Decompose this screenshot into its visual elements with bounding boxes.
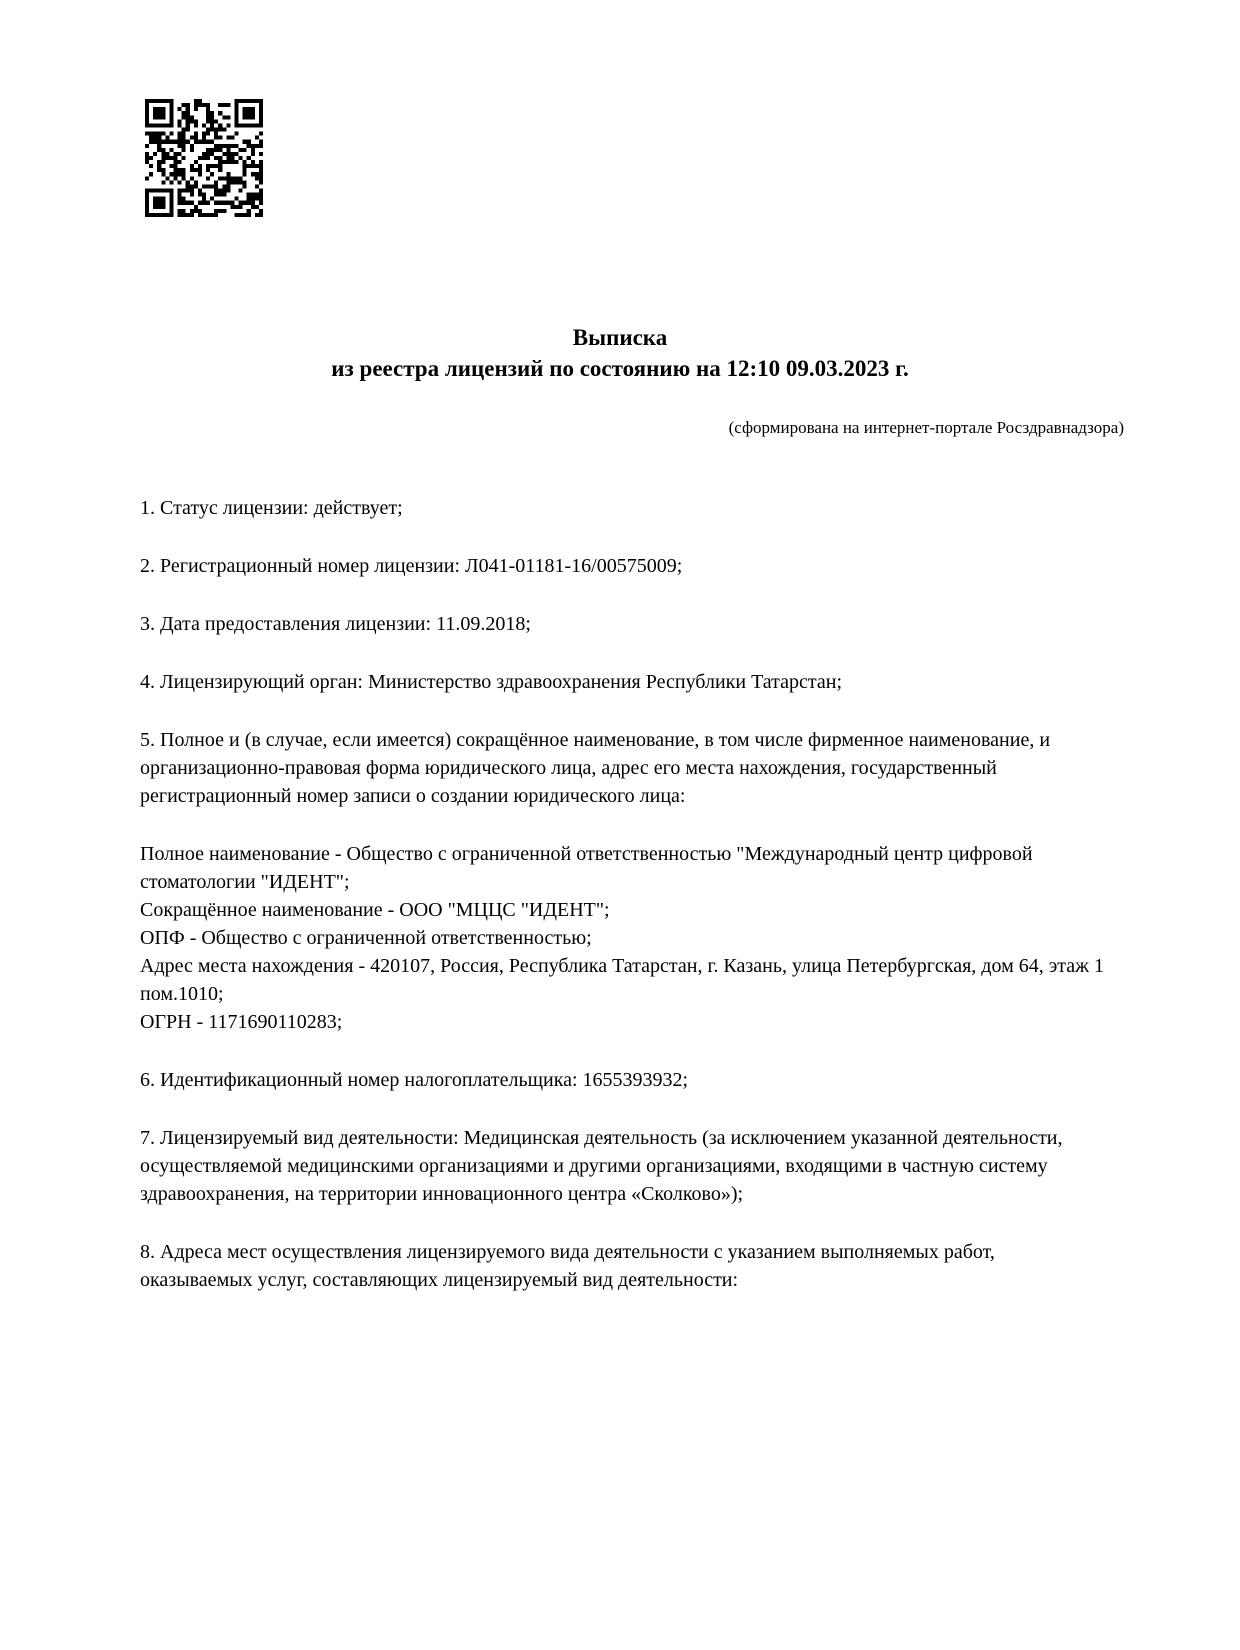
title-line-1: Выписка: [572, 325, 668, 350]
item-activity-addresses: 8. Адреса мест осуществления лицензируемого вида деятельности с указанием выполняемых работ, оказываемых услуг, составляющих лицензируемый вид деятельности:: [140, 1241, 995, 1291]
org-address: Адрес места нахождения - 420107, Россия, Республика Татарстан, г. Казань, улица Петербургская, дом 64, этаж 1 пом.1010;: [140, 955, 1104, 1005]
org-full-name: Полное наименование - Общество с ограниченной ответственностью "Международный центр цифровой стоматологии "ИДЕНТ";: [140, 843, 1033, 893]
document-body: [140, 494, 1106, 1324]
title-line-2: из реестра лицензий по состоянию на 12:10 09.03.2023 г.: [331, 356, 909, 381]
item-license-status: 1. Статус лицензии: действует;: [140, 497, 403, 519]
item-taxpayer-number: 6. Идентификационный номер налогоплательщика: 1655393932;: [140, 1069, 689, 1091]
document-title: [0, 322, 1240, 384]
qr-code: [145, 99, 263, 217]
org-legal-form: ОПФ - Общество с ограниченной ответственностью;: [140, 927, 592, 949]
qr-code-icon: [145, 99, 263, 217]
item-legal-entity-heading: 5. Полное и (в случае, если имеется) сокращённое наименование, в том числе фирменное наименование, и организационно-правовая форма юридического лица, адрес его места нахождения, государственный регистрационный номер записи о создании юридического лица:: [140, 729, 1051, 807]
document-subtitle: (сформирована на интернет-портале Росздравнадзора): [728, 418, 1124, 437]
item-registration-number: 2. Регистрационный номер лицензии: Л041-01181-16/00575009;: [140, 555, 683, 577]
item-grant-date: 3. Дата предоставления лицензии: 11.09.2018;: [140, 613, 531, 635]
org-ogrn: ОГРН - 1171690110283;: [140, 1011, 343, 1033]
item-licensed-activity: 7. Лицензируемый вид деятельности: Медицинская деятельность (за исключением указанной деятельности, осуществляемой медицинскими организациями и другими организациями, входящими в частную систему здравоохранения, на территории инновационного центра «Сколково»);: [140, 1127, 1063, 1205]
org-short-name: Сокращённое наименование - ООО "МЦЦС "ИДЕНТ";: [140, 899, 610, 921]
org-details-block: [140, 840, 1106, 1036]
item-licensing-authority: 4. Лицензирующий орган: Министерство здравоохранения Республики Татарстан;: [140, 671, 843, 693]
